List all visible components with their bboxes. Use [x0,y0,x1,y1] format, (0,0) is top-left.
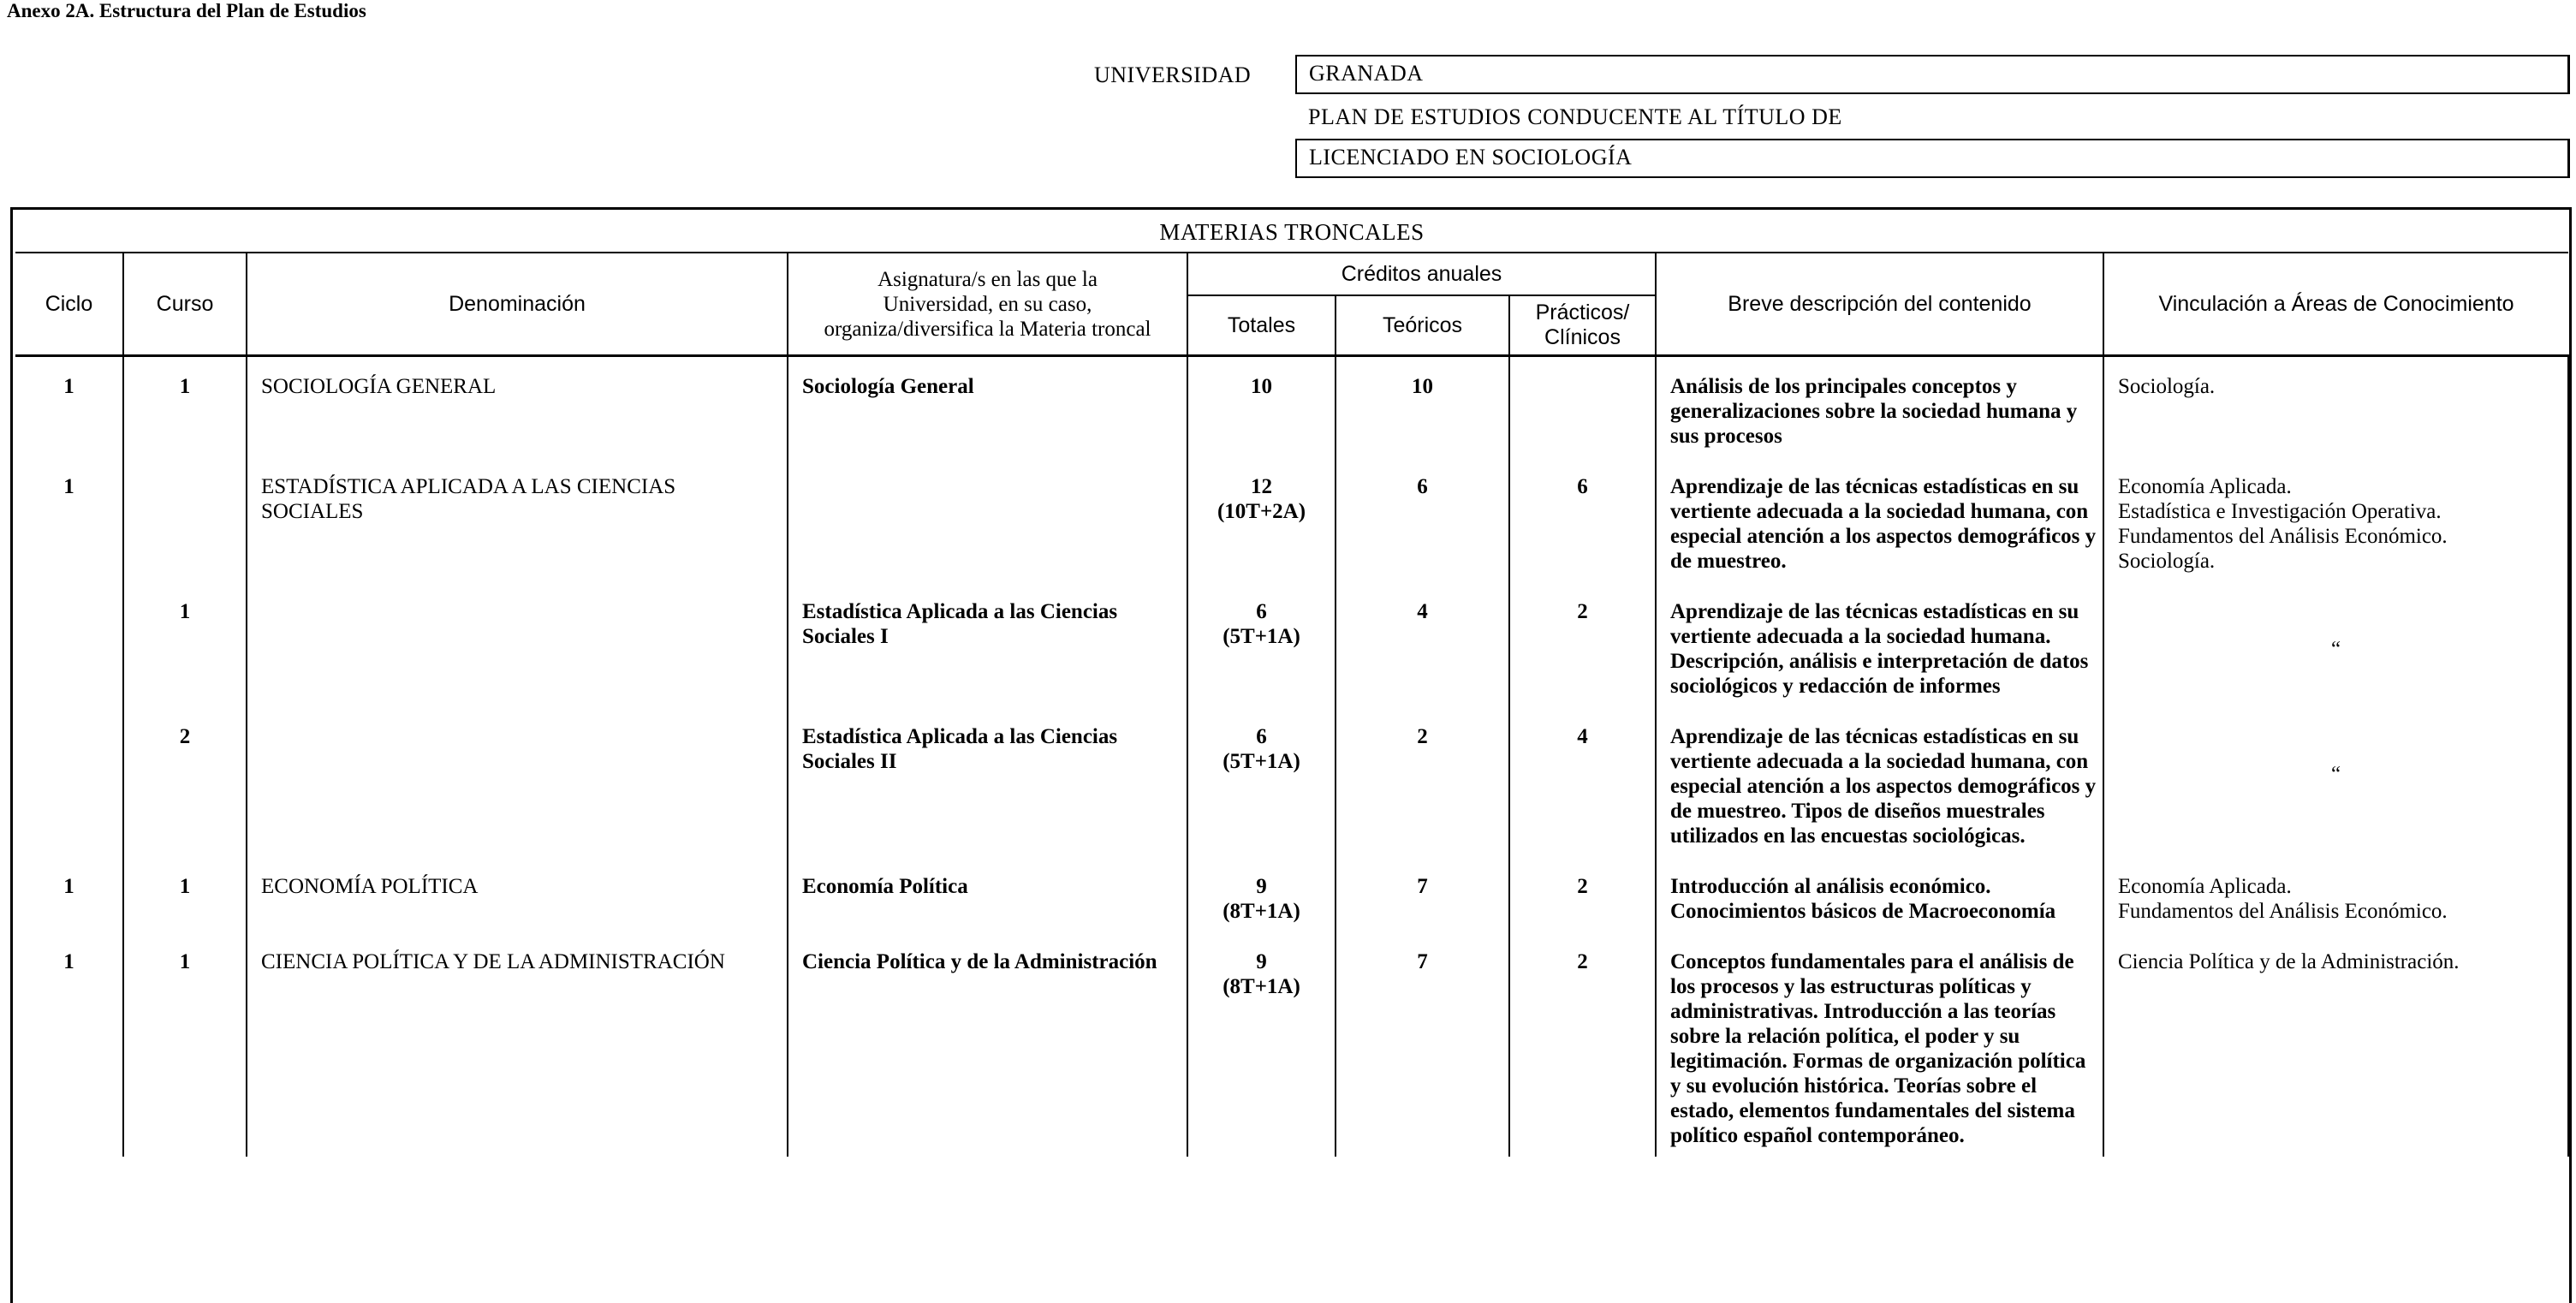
cell-descripcion: Análisis de los principales conceptos y generalizaciones sobre la sociedad humana y sus procesos [1656,356,2103,458]
table-row [15,356,2568,458]
cell-totales: 6 (5T+1A) [1187,582,1336,707]
cell-curso: 1 [123,857,247,932]
cell-asignatura: Estadística Aplicada a las Ciencias Sociales II [788,707,1187,857]
cell-totales: 9 (8T+1A) [1187,857,1336,932]
cell-descripcion: Aprendizaje de las técnicas estadísticas en su vertiente adecuada a la sociedad humana. Descripción, análisis e interpretación de datos sociológicos y redacción de informes [1656,582,2103,707]
col-header-practicos: Prácticos/ Clínicos [1509,295,1656,356]
annex-title: Anexo 2A. Estructura del Plan de Estudios [7,0,366,21]
cell-practicos [1509,356,1656,458]
cell-denominacion: ECONOMÍA POLÍTICA [247,857,788,932]
cell-descripcion: Introducción al análisis económico. Conocimientos básicos de Macroeconomía [1656,857,2103,932]
cell-vinculacion [2103,707,2568,857]
cell-ciclo: 1 [15,457,123,582]
col-header-totales: Totales [1187,295,1336,356]
cell-denominacion: ESTADÍSTICA APLICADA A LAS CIENCIAS SOCIALES [247,457,788,582]
degree-field: LICENCIADO EN SOCIOLOGÍA [1295,139,2570,178]
cell-denominacion: CIENCIA POLÍTICA Y DE LA ADMINISTRACIÓN [247,932,788,1157]
col-header-teoricos: Teóricos [1336,295,1509,356]
cell-ciclo: 1 [15,932,123,1157]
cell-totales: 6 (5T+1A) [1187,707,1336,857]
table-row [15,707,2568,857]
cell-curso: 1 [123,582,247,707]
cell-ciclo: 1 [15,857,123,932]
col-header-vinculacion: Vinculación a Áreas de Conocimiento [2103,253,2568,356]
col-header-descripcion: Breve descripción del contenido [1656,253,2103,356]
cell-practicos: 2 [1509,932,1656,1157]
cell-asignatura: Sociología General [788,356,1187,458]
table-row [15,857,2568,932]
cell-vinculacion [2103,582,2568,707]
table-row [15,932,2568,1157]
col-header-asignatura: Asignatura/s en las que la Universidad, en su caso, organiza/diversifica la Materia troncal [788,253,1187,356]
ditto-mark: “ [2330,763,2341,786]
cell-vinculacion: Economía Aplicada. Estadística e Investigación Operativa. Fundamentos del Análisis Económico. Sociología. [2103,457,2568,582]
cell-asignatura: Ciencia Política y de la Administración [788,932,1187,1157]
cell-curso: 2 [123,707,247,857]
cell-descripcion: Aprendizaje de las técnicas estadísticas en su vertiente adecuada a la sociedad humana, con especial atención a los aspectos demográficos y de muestreo. Tipos de diseños muestrales utilizados en las encuestas sociológicas. [1656,707,2103,857]
cell-ciclo [15,707,123,857]
materias-troncales-table [15,212,2569,1157]
cell-vinculacion: Sociología. [2103,356,2568,458]
cell-practicos: 6 [1509,457,1656,582]
table-title: MATERIAS TRONCALES [15,212,2568,253]
col-header-creditos: Créditos anuales [1187,253,1656,295]
cell-teoricos: 7 [1336,932,1509,1157]
cell-totales: 12 (10T+2A) [1187,457,1336,582]
cell-ciclo: 1 [15,356,123,458]
cell-curso: 1 [123,356,247,458]
cell-totales: 10 [1187,356,1336,458]
cell-asignatura: Estadística Aplicada a las Ciencias Sociales I [788,582,1187,707]
cell-teoricos: 6 [1336,457,1509,582]
cell-asignatura: Economía Política [788,857,1187,932]
cell-descripcion: Aprendizaje de las técnicas estadísticas en su vertiente adecuada a la sociedad humana, con especial atención a los aspectos demográficos y de muestreo. [1656,457,2103,582]
cell-vinculacion: Ciencia Política y de la Administración. [2103,932,2568,1157]
cell-practicos: 4 [1509,707,1656,857]
cell-totales: 9 (8T+1A) [1187,932,1336,1157]
table-row [15,457,2568,582]
cell-asignatura [788,457,1187,582]
cell-curso [123,457,247,582]
cell-ciclo [15,582,123,707]
cell-denominacion: SOCIOLOGÍA GENERAL [247,356,788,458]
cell-descripcion: Conceptos fundamentales para el análisis de los procesos y las estructuras políticas y administrativas. Introducción a las teorías sobre la relación política, el poder y su legitimación. Formas de organización política y su evolución histórica. Teorías sobre el estado, elementos fundamentales del sistema político español contemporáneo. [1656,932,2103,1157]
cell-practicos: 2 [1509,582,1656,707]
col-header-denominacion: Denominación [247,253,788,356]
col-header-curso: Curso [123,253,247,356]
cell-vinculacion: Economía Aplicada. Fundamentos del Análisis Económico. [2103,857,2568,932]
cell-curso: 1 [123,932,247,1157]
cell-teoricos: 7 [1336,857,1509,932]
cell-teoricos: 4 [1336,582,1509,707]
plan-label: PLAN DE ESTUDIOS CONDUCENTE AL TÍTULO DE [1308,104,1842,129]
cell-denominacion [247,707,788,857]
university-field: GRANADA [1295,55,2570,94]
cell-denominacion [247,582,788,707]
table-row [15,582,2568,707]
cell-teoricos: 10 [1336,356,1509,458]
ditto-mark: “ [2330,638,2341,661]
cell-teoricos: 2 [1336,707,1509,857]
cell-practicos: 2 [1509,857,1656,932]
col-header-ciclo: Ciclo [15,253,123,356]
university-label: UNIVERSIDAD [1094,62,1252,87]
